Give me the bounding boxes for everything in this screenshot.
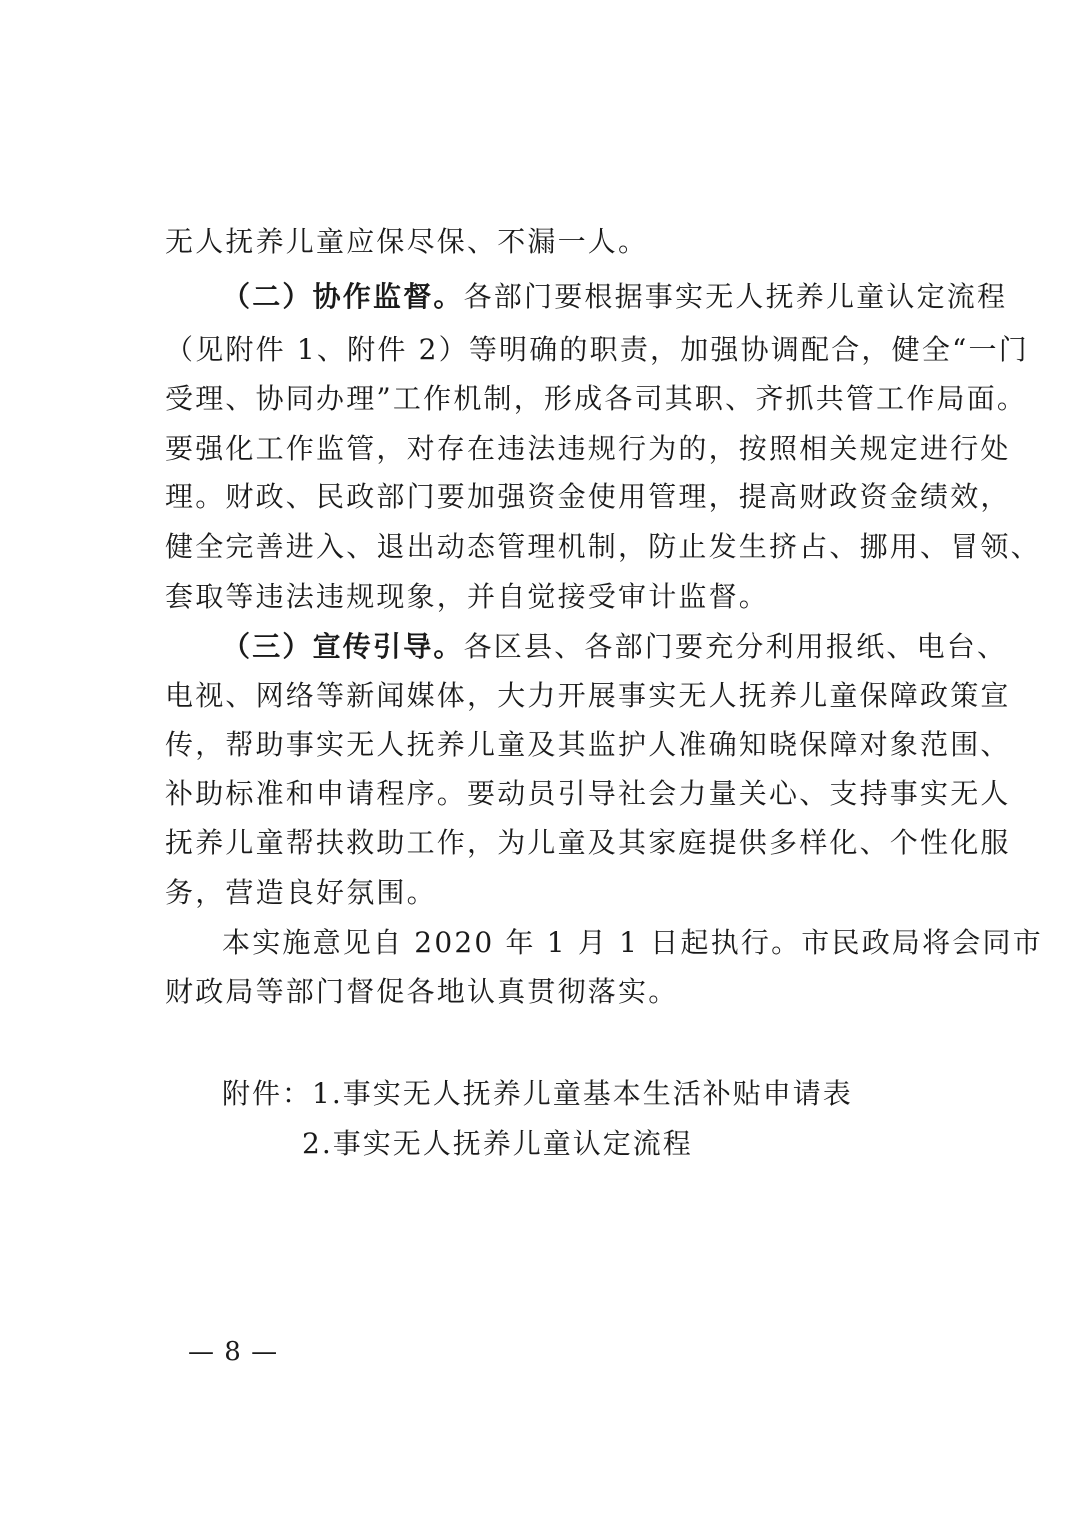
paragraph-line	[222, 630, 1008, 664]
attachment-item: 1.事实无人抚养儿童基本生活补贴申请表	[312, 1077, 853, 1110]
paragraph-line: 套取等违法违规现象，并自觉接受审计监督。	[165, 580, 770, 613]
paragraph-line: 要强化工作监管，对存在违法违规行为的，按照相关规定进行处	[165, 432, 1011, 465]
paragraph-line: 理。财政、民政部门要加强资金使用管理，提高财政资金绩效，	[165, 480, 1011, 513]
paragraph-text: 各部门要根据事实无人抚养儿童认定流程	[463, 280, 1008, 313]
paragraph-line: 务，营造良好氛围。	[165, 876, 437, 909]
attachments-label: 附件：	[222, 1077, 313, 1110]
page-number: — 8 —	[188, 1337, 279, 1367]
paragraph-line	[222, 280, 1008, 314]
paragraph-line: 受理、协同办理”工作机制，形成各司其职、齐抓共管工作局面。	[165, 382, 1028, 415]
section-heading-collaboration: （二）协作监督。	[222, 280, 464, 313]
paragraph-line: 财政局等部门督促各地认真贯彻落实。	[165, 975, 679, 1008]
attachments-block	[222, 1077, 853, 1111]
paragraph-line: （见附件 1、附件 2）等明确的职责，加强协调配合，健全“一门	[165, 333, 1029, 366]
paragraph-line: 传，帮助事实无人抚养儿童及其监护人准确知晓保障对象范围、	[165, 728, 1011, 761]
paragraph-line: 本实施意见自 2020 年 1 月 1 日起执行。市民政局将会同市	[222, 926, 1043, 959]
paragraph-line: 无人抚养儿童应保尽保、不漏一人。	[165, 225, 649, 258]
paragraph-line: 健全完善进入、退出动态管理机制，防止发生挤占、挪用、冒领、	[165, 530, 1041, 563]
paragraph-text: 各区县、各部门要充分利用报纸、电台、	[463, 630, 1008, 663]
section-heading-publicity: （三）宣传引导。	[222, 630, 464, 663]
paragraph-line: 电视、网络等新闻媒体，大力开展事实无人抚养儿童保障政策宣	[165, 679, 1011, 712]
paragraph-line: 抚养儿童帮扶救助工作，为儿童及其家庭提供多样化、个性化服	[165, 826, 1011, 859]
paragraph-line: 补助标准和申请程序。要动员引导社会力量关心、支持事实无人	[165, 777, 1011, 810]
attachment-item: 2.事实无人抚养儿童认定流程	[302, 1127, 693, 1160]
